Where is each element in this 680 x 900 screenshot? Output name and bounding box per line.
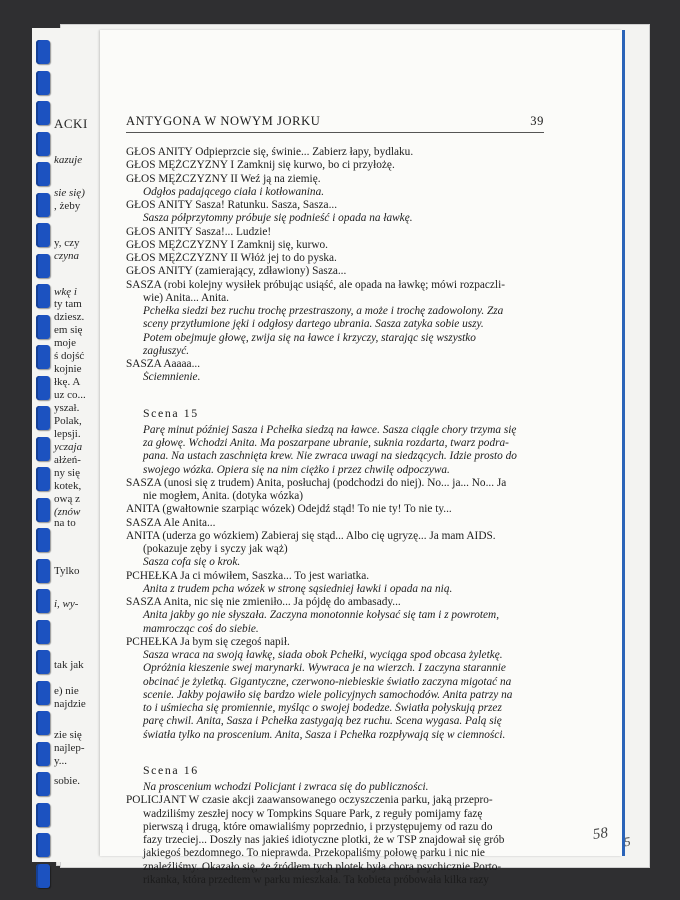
stage-direction-line: pana. Na ustach zaschnięta krew. Nie zwraca uwagi na siedzących. Idzie prosto do: [143, 450, 517, 463]
previous-page-fragment: y...: [54, 755, 68, 767]
previous-page-fragment: ny się: [54, 467, 80, 479]
dialogue-line: ANITA (uderza go wózkiem) Zabieraj się stąd... Albo cię ugryzę... Ja mam AIDS.: [126, 529, 496, 542]
scene-heading: Scena 15: [143, 405, 199, 420]
previous-page-fragment: wkę i: [54, 286, 77, 298]
binding-ring: [36, 742, 50, 766]
dialogue-line: POLICJANT W czasie akcji zaawansowanego oczyszczenia parku, jaką przepro-: [126, 794, 493, 807]
dialogue-line: GŁOS ANITY Sasza!... Ludzie!: [126, 225, 272, 238]
previous-page-fragment: y, czy: [54, 237, 80, 249]
stage-direction-line: obcinać je żyletką. Gigantyczne, czerwono-niebieskie światło zaczyna migotać na: [143, 675, 512, 688]
previous-page-fragment: ACKI: [54, 116, 88, 131]
stage-direction-line: zagłuszyć.: [143, 344, 190, 357]
previous-page-fragment: kojnie: [54, 363, 82, 375]
previous-page-fragment: Polak,: [54, 415, 82, 427]
dialogue-line: SASZA Anita, nic się nie zmieniło... Ja pójdę do ambasady...: [126, 596, 401, 608]
dialogue-line: SASZA (unosi się z trudem) Anita, posłuchaj (podchodzi do niej). No... ja... No... Ja: [126, 476, 507, 489]
previous-page-fragment: sobie.: [54, 775, 80, 787]
previous-page-fragment: ś dojść: [54, 350, 85, 362]
binding-ring: [36, 437, 50, 461]
stage-direction-line: światła tylko na proscenium. Anita, Sasza i Pchełka rozpływają się w ciemności.: [143, 728, 506, 741]
binding-ring: [36, 315, 50, 339]
previous-page-fragment: najlep-: [54, 742, 85, 754]
binding-ring: [36, 71, 50, 95]
binding-ring: [36, 772, 50, 796]
binding-ring: [36, 40, 50, 64]
binding-ring: [36, 406, 50, 430]
dialogue-line: GŁOS ANITY (zamierający, zdławiony) Sasza...: [126, 265, 347, 278]
binding-ring: [36, 132, 50, 156]
page-number: 39: [530, 114, 544, 128]
binding-ring: [36, 223, 50, 247]
previous-page-fragment: e) nie: [54, 685, 79, 697]
previous-page-fragment: na to: [54, 517, 76, 529]
binding-ring: [36, 498, 50, 522]
scene-heading: Scena 16: [143, 762, 199, 777]
binding-ring: [36, 864, 50, 888]
binding-ring: [36, 833, 50, 857]
previous-page-fragment: tak jak: [54, 659, 84, 671]
previous-page-fragment: i, wy-: [54, 598, 79, 610]
stage-direction-line: Pchełka siedzi bez ruchu trochę przestraszony, a może i trochę zadowolony. Zza: [143, 305, 504, 317]
stage-direction-line: scenie. Jakby pojawiło się bardzo wiele policyjnych samochodów. Anita patrzy na: [143, 688, 513, 701]
binding-ring: [36, 345, 50, 369]
stage-direction-line: Potem obejmuje głowę, zwija się na ławce i krzyczy, starając się wszystko: [143, 331, 476, 344]
stage-direction-line: Anita z trudem pcha wózek w stronę sąsiedniej ławki i opada na nią.: [143, 582, 453, 595]
previous-page-fragment: ty tam: [54, 298, 82, 310]
dialogue-line: SASZA Aaaaa...: [126, 358, 201, 370]
stage-direction-line: za głowę. Wchodzi Anita. Ma poszarpane ubranie, suknia rozdarta, twarz podra-: [143, 437, 509, 449]
previous-page-fragment: sie się): [54, 187, 85, 199]
dialogue-line: wadziliśmy zeszłej nocy w Tompkins Square Park, z reguły pomijamy fazę: [143, 807, 483, 820]
running-head-title: ANTYGONA W NOWYM JORKU: [126, 114, 321, 128]
stage-direction-line: parę chwil. Anita, Sasza i Pchełka zastygają bez ruchu. Scena wygasa. Palą się: [143, 715, 502, 728]
previous-page-fragment: ową z: [54, 493, 80, 505]
previous-page-fragment: , żeby: [54, 200, 81, 212]
dialogue-line: [126, 742, 546, 761]
dialogue-line: SASZA Ale Anita...: [126, 516, 216, 529]
previous-page-fragment: Tylko: [54, 565, 80, 577]
stage-direction-line: Sasza półprzytomny próbuje się podnieść i opada na ławkę.: [143, 212, 413, 225]
dialogue-line: rikanka, która przedtem w parku mieszkała. Ta kobieta próbowała kilka razy: [143, 873, 489, 886]
previous-page-fragment: yczaja: [54, 441, 83, 453]
binding-ring: [36, 467, 50, 491]
stage-direction-line: Na proscenium wchodzi Policjant i zwraca się do publiczności.: [143, 781, 429, 793]
dialogue-line: ANITA (gwałtownie szarpiąc wózek) Odejdź stąd! To nie ty! To nie ty...: [126, 503, 452, 516]
stage-direction-line: Ściemnienie.: [143, 371, 201, 384]
stage-direction-line: Sasza wraca na swoją ławkę, siada obok Pchełki, wyciąga spod obcasa żyletkę.: [143, 649, 503, 661]
previous-page-fragment: kotek,: [54, 480, 82, 492]
dialogue-line: GŁOS MĘŻCZYZNY I Zamknij się kurwo, bo ci przyłożę.: [126, 159, 395, 172]
binding-ring: [36, 528, 50, 552]
binding-ring: [36, 193, 50, 217]
previous-page-fragment: yszał.: [54, 402, 80, 414]
dialogue-line: (pokazuje zęby i syczy jak wąż): [143, 543, 288, 555]
dialogue-line: znaleźliśmy. Okazało się, że źródłem tych plotek była chora psychicznie Porto-: [143, 860, 502, 873]
dialogue-line: nie mogłem, Anita. (dotyka wózka): [143, 490, 303, 502]
stage-direction-line: swojego wózka. Opiera się na nim ciężko i przez chwilę odpoczywa.: [143, 463, 450, 476]
page-edge-stripe: [622, 30, 625, 856]
previous-page-fragment: uz co...: [54, 389, 86, 401]
stage-direction-line: Sasza cofa się o krok.: [143, 556, 241, 569]
dialogue-line: PCHEŁKA Ja ci mówiłem, Saszka... To jest wariatka.: [126, 569, 370, 582]
running-head: [126, 114, 544, 133]
dialogue-line: jakiegoś bezdomnego. To nieprawda. Przekopaliśmy połowę parku i nic nie: [143, 847, 485, 860]
previous-page-fragment: dziesz.: [54, 311, 85, 323]
previous-page-fragment: kazuje: [54, 154, 83, 166]
binding-ring: [36, 620, 50, 644]
binding-ring: [36, 803, 50, 827]
previous-page-fragment: łkę. A: [54, 376, 81, 388]
stage-direction-line: mamrocząc coś do siebie.: [143, 622, 259, 635]
binding-ring: [36, 650, 50, 674]
stage-direction-line: Anita jakby go nie słyszała. Zaczyna monotonnie kołysać się tam i z powrotem,: [143, 609, 500, 622]
binding-ring: [36, 284, 50, 308]
stage-direction-line: Opróżnia kieszenie swej marynarki. Wywraca je na wierzch. I zaczyna starannie: [143, 662, 506, 675]
dialogue-line: GŁOS ANITY Sasza! Ratunku. Sasza, Sasza...: [126, 199, 338, 211]
previous-page-fragment: najdzie: [54, 698, 86, 710]
binding-ring: [36, 681, 50, 705]
previous-page-fragment: em się: [54, 324, 83, 336]
stage-direction-line: to i uśmiecha się promiennie, myśląc o swojej bodedze. Światła połyskują przez: [143, 702, 502, 714]
previous-page-fragment: zie się: [54, 729, 82, 741]
dialogue-line: [126, 385, 546, 404]
dialogue-line: GŁOS MĘŻCZYZNY II Weź ją na ziemię.: [126, 172, 321, 185]
previous-page-fragment: ałżeń-: [54, 454, 81, 466]
binding-ring: [36, 376, 50, 400]
dialogue-line: GŁOS MĘŻCZYZNY II Włóż jej to do pyska.: [126, 252, 337, 264]
dialogue-line: PCHEŁKA Ja bym się czegoś napił.: [126, 635, 290, 648]
handwritten-page-mark: 5: [622, 833, 632, 850]
body-text: [126, 146, 546, 887]
dialogue-line: GŁOS MĘŻCZYZNY I Zamknij się, kurwo.: [126, 238, 328, 251]
book-page: [100, 30, 622, 886]
previous-page-fragment: moje: [54, 337, 76, 349]
previous-page-fragment: lepsji.: [54, 428, 81, 440]
dialogue-line: fazy trzeciej... Doszły nas jakieś idiotyczne plotki, że w TSP znajdował się grób: [143, 834, 505, 846]
dialogue-line: pierwszą i drugą, które omawialiśmy poprzednio, i przystępujemy od razu do: [143, 820, 493, 833]
binding-ring: [36, 101, 50, 125]
binding-ring: [36, 162, 50, 186]
stage-direction-line: Parę minut później Sasza i Pchełka siedzą na ławce. Sasza ciągle chory trzyma się: [143, 423, 517, 436]
stage-direction-line: Odgłos padającego ciała i kotłowanina.: [143, 185, 325, 198]
dialogue-line: wie) Anita... Anita.: [143, 291, 229, 304]
stage-direction-line: sceny przytłumione jęki i odgłosy dartego ubrania. Sasza zatyka sobie uszy.: [143, 318, 484, 331]
handwritten-page-mark: 58: [591, 825, 609, 843]
dialogue-line: SASZA (robi kolejny wysiłek próbując usiąść, ale opada na ławkę; mówi rozpaczli-: [126, 278, 505, 291]
binding-ring: [36, 254, 50, 278]
binding-ring: [36, 711, 50, 735]
dialogue-line: GŁOS ANITY Odpieprzcie się, świnie... Zabierz łapy, bydlaku.: [126, 146, 414, 158]
binding-ring: [36, 589, 50, 613]
previous-page-fragment: czyna: [54, 250, 80, 262]
binding-ring: [36, 559, 50, 583]
previous-page-fragment: (znów: [54, 506, 81, 518]
